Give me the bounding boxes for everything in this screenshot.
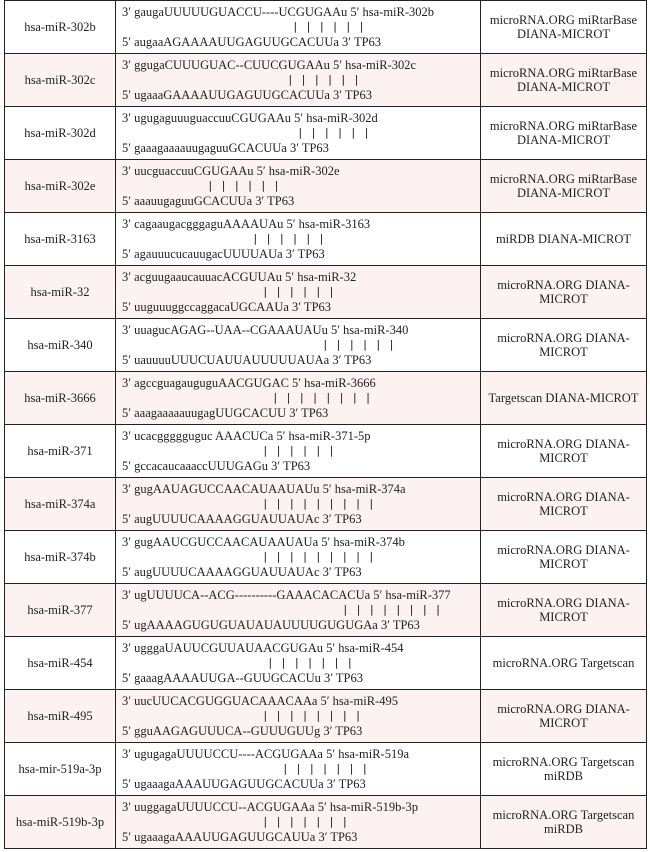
database-sources: microRNA.ORG DIANA-MICROT <box>497 490 630 518</box>
database-cell <box>481 54 647 107</box>
base-pairing: | | | | | | | | | <box>262 550 375 563</box>
mirna-sequence: 3′ ucacggggguguc AAACUCa 5′ hsa-miR-371-5p <box>122 429 371 443</box>
mirna-name-cell <box>5 796 116 849</box>
mirna-name: hsa-miR-374b <box>24 550 96 564</box>
target-sequence: 5′ agauuucucauugacUUUUAUa 3′ TP63 <box>122 247 325 261</box>
table-row <box>5 107 647 160</box>
table-row <box>5 690 647 743</box>
base-pairing: | | | | | | | | <box>272 391 372 404</box>
alignment-cell <box>116 584 481 637</box>
table-row <box>5 796 647 849</box>
mirna-name-cell <box>5 743 116 796</box>
base-pairing: | | | | | | <box>322 338 395 351</box>
table-row <box>5 425 647 478</box>
mirna-name-cell <box>5 107 116 160</box>
table-body <box>5 1 647 849</box>
mirna-name-cell <box>5 266 116 319</box>
database-sources: microRNA.ORG DIANA-MICROT <box>497 596 630 624</box>
alignment-cell <box>116 796 481 849</box>
database-cell <box>481 637 647 690</box>
alignment-cell <box>116 478 481 531</box>
table-row <box>5 584 647 637</box>
table-row <box>5 160 647 213</box>
target-sequence: 5′ ugaaagaAAAUUGAGUUGCACUUa 3′ TP63 <box>122 777 366 791</box>
database-cell <box>481 1 647 54</box>
alignment-cell <box>116 531 481 584</box>
table-row <box>5 266 647 319</box>
database-sources: microRNA.ORG miRtarBase DIANA-MICROT <box>489 66 638 94</box>
table-row <box>5 478 647 531</box>
mirna-name-cell <box>5 478 116 531</box>
mirna-name-cell <box>5 690 116 743</box>
mirna-sequence: 3′ uuagucAGAG--UAA--CGAAAUAUu 5′ hsa-miR-340 <box>122 323 409 337</box>
table-row <box>5 1 647 54</box>
target-sequence: 5′ gccacaucaaaccUUUGAGu 3′ TP63 <box>122 459 311 473</box>
table-row <box>5 54 647 107</box>
mirna-name-cell <box>5 425 116 478</box>
database-cell <box>481 160 647 213</box>
mirna-sequence: 3′ ugUUUUCA--ACG----------GAAACACACUa 5′ hsa-miR-377 <box>122 588 451 602</box>
table-row <box>5 531 647 584</box>
table-row <box>5 213 647 266</box>
database-cell <box>481 319 647 372</box>
mirna-name-cell <box>5 372 116 425</box>
mirna-name: hsa-miR-302d <box>24 126 96 140</box>
alignment-cell <box>116 107 481 160</box>
mirna-name: hsa-miR-371 <box>27 444 93 458</box>
database-cell <box>481 107 647 160</box>
mirna-name: hsa-miR-302b <box>24 20 96 34</box>
table-row <box>5 743 647 796</box>
database-cell <box>481 690 647 743</box>
database-sources: microRNA.ORG DIANA-MICROT <box>497 278 630 306</box>
database-sources: microRNA.ORG Targetscan miRDB <box>492 808 635 836</box>
mirna-sequence: 3′ uucguaccuuCGUGAAu 5′ hsa-miR-302e <box>122 164 340 178</box>
mirna-name-cell <box>5 319 116 372</box>
alignment-cell <box>116 54 481 107</box>
mirna-name-cell <box>5 584 116 637</box>
base-pairing: | | | | | | <box>292 20 365 33</box>
alignment-cell <box>116 1 481 54</box>
alignment-cell <box>116 372 481 425</box>
database-cell <box>481 213 647 266</box>
base-pairing: | | | | | | | <box>262 815 349 828</box>
mirna-name-cell <box>5 1 116 54</box>
base-pairing: | | | | | | <box>297 126 370 139</box>
mirna-sequence: 3′ gugAAUAGUCCAACAUAAUAUu 5′ hsa-miR-374a <box>122 482 406 496</box>
mirna-name: hsa-miR-374a <box>24 497 96 511</box>
mirna-name-cell <box>5 531 116 584</box>
database-cell <box>481 584 647 637</box>
database-cell <box>481 531 647 584</box>
target-sequence: 5′ augaaAGAAAAUUGAGUUGCACUUa 3′ TP63 <box>122 35 382 49</box>
database-sources: microRNA.ORG miRtarBase DIANA-MICROT <box>489 13 638 41</box>
base-pairing: | | | | | | | | <box>262 709 362 722</box>
target-sequence: 5′ ugaaagaAAAUUGAGUUGCAUUa 3′ TP63 <box>122 830 358 844</box>
database-cell <box>481 266 647 319</box>
table-row <box>5 372 647 425</box>
mirna-name: hsa-miR-340 <box>27 338 93 352</box>
database-cell <box>481 478 647 531</box>
database-sources: Targetscan DIANA-MICROT <box>488 391 639 405</box>
database-cell <box>481 743 647 796</box>
mirna-name-cell <box>5 213 116 266</box>
mirna-name: hsa-miR-377 <box>27 603 93 617</box>
base-pairing: | | | | | | | <box>267 656 354 669</box>
mirna-name: hsa-miR-454 <box>27 656 93 670</box>
base-pairing: | | | | | | | <box>282 762 369 775</box>
alignment-cell <box>116 743 481 796</box>
target-sequence: 5′ gaaagaaaauugaguuGCACUUa 3′ TP63 <box>122 141 329 155</box>
target-sequence: 5′ aaagaaaaauugagUUGCACUU 3′ TP63 <box>122 406 329 420</box>
mirna-name: hsa-miR-32 <box>30 285 90 299</box>
mirna-name: hsa-miR-302c <box>24 73 96 87</box>
mirna-name-cell <box>5 54 116 107</box>
mirna-sequence: 3′ ugugagaUUUUCCU----ACGUGAAa 5′ hsa-miR-519a <box>122 747 410 761</box>
mirna-name-cell <box>5 160 116 213</box>
database-sources: microRNA.ORG miRtarBase DIANA-MICROT <box>489 119 638 147</box>
target-sequence: 5′ gguAAGAGUUUCA--GUUUGUUg 3′ TP63 <box>122 724 363 738</box>
database-cell <box>481 372 647 425</box>
target-sequence: 5′ ugaaaGAAAAUUGAGUUGCACUUa 3′ TP63 <box>122 88 373 102</box>
base-pairing: | | | | | | <box>262 444 335 457</box>
mirna-name: hsa-mir-519a-3p <box>18 762 102 776</box>
database-sources: microRNA.ORG DIANA-MICROT <box>497 437 630 465</box>
database-sources: miRDB DIANA-MICROT <box>495 232 632 246</box>
base-pairing: | | | | | | | | <box>342 603 442 616</box>
mirna-sequence: 3′ ggugaCUUUGUAC--CUUCGUGAAu 5′ hsa-miR-302c <box>122 58 416 72</box>
target-sequence: 5′ uauuuuUUUCUAUUAUUUUUAUAa 3′ TP63 <box>122 353 372 367</box>
alignment-cell <box>116 266 481 319</box>
mirna-sequence: 3′ cagaaugacgggaguAAAAUAu 5′ hsa-miR-3163 <box>122 217 371 231</box>
alignment-cell <box>116 213 481 266</box>
target-sequence: 5′ augUUUUCAAAAGGUAUUAUAc 3′ TP63 <box>122 512 362 526</box>
mirna-sequence: 3′ uucUUCACGUGGUACAAACAAa 5′ hsa-miR-495 <box>122 694 398 708</box>
mirna-target-table <box>4 0 647 849</box>
target-sequence: 5′ augUUUUCAAAAGGUAUUAUAc 3′ TP63 <box>122 565 362 579</box>
database-sources: microRNA.ORG Targetscan miRDB <box>492 755 635 783</box>
base-pairing: | | | | | | <box>207 179 280 192</box>
base-pairing: | | | | | | <box>262 285 335 298</box>
mirna-sequence: 3′ ugggaUAUUCGUUAUAACGUGAu 5′ hsa-miR-454 <box>122 641 404 655</box>
mirna-name: hsa-miR-302e <box>24 179 96 193</box>
mirna-name: hsa-miR-3666 <box>24 391 96 405</box>
base-pairing: | | | | | | | | | <box>262 497 375 510</box>
database-cell <box>481 425 647 478</box>
mirna-sequence: 3′ gaugaUUUUUGUACCU----UCGUGAAu 5′ hsa-miR-302b <box>122 5 435 19</box>
table-row <box>5 319 647 372</box>
alignment-cell <box>116 319 481 372</box>
mirna-sequence: 3′ agccguagauguguAACGUGAC 5′ hsa-miR-3666 <box>122 376 376 390</box>
alignment-cell <box>116 690 481 743</box>
mirna-sequence: 3′ acguugaaucauuacACGUUAu 5′ hsa-miR-32 <box>122 270 357 284</box>
target-sequence: 5′ aaauugaguuGCACUUa 3′ TP63 <box>122 194 295 208</box>
mirna-name: hsa-miR-3163 <box>24 232 96 246</box>
database-sources: microRNA.ORG DIANA-MICROT <box>497 543 630 571</box>
alignment-cell <box>116 637 481 690</box>
mirna-sequence: 3′ gugAAUCGUCCAACAUAAUAUa 5′ hsa-miR-374b <box>122 535 405 549</box>
target-sequence: 5′ uuguuuggccaggacaUGCAAUa 3′ TP63 <box>122 300 332 314</box>
mirna-sequence: 3′ ugugaguuuguaccuuCGUGAAu 5′ hsa-miR-302d <box>122 111 378 125</box>
target-sequence: 5′ gaaagAAAAUUGA--GUUGCACUu 3′ TP63 <box>122 671 363 685</box>
mirna-name-cell <box>5 637 116 690</box>
alignment-cell <box>116 425 481 478</box>
database-sources: microRNA.ORG Targetscan <box>492 656 635 670</box>
base-pairing: | | | | | | <box>287 73 360 86</box>
mirna-name: hsa-miR-519b-3p <box>15 815 105 829</box>
database-sources: microRNA.ORG DIANA-MICROT <box>497 702 630 730</box>
mirna-sequence: 3′ uuggagaUUUUCCU--ACGUGAAa 5′ hsa-miR-519b-3p <box>122 800 419 814</box>
database-cell <box>481 796 647 849</box>
base-pairing: | | | | | | <box>252 232 325 245</box>
database-sources: microRNA.ORG miRtarBase DIANA-MICROT <box>489 172 638 200</box>
mirna-name: hsa-miR-495 <box>27 709 93 723</box>
target-sequence: 5′ ugAAAAGUGUGUAUAUAUUUUGUGUGAa 3′ TP63 <box>122 618 420 632</box>
table-row <box>5 637 647 690</box>
database-sources: microRNA.ORG DIANA-MICROT <box>497 331 630 359</box>
alignment-cell <box>116 160 481 213</box>
